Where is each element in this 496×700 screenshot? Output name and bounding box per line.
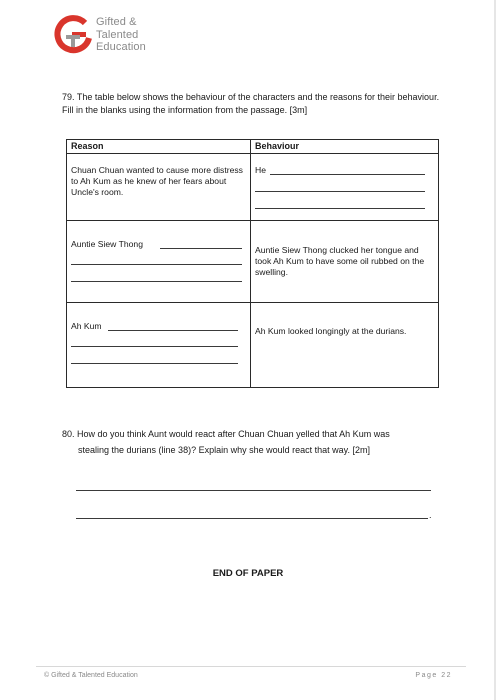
table-column-divider [250,140,251,387]
question-80-line-2: stealing the durians (line 38)? Explain why she would react that way. [2m] [78,445,370,455]
row-3-blank-line[interactable] [71,346,238,347]
table-header-divider [67,153,438,154]
row-1-behaviour: He [255,165,266,175]
footer-page-number: Page 22 [415,672,452,679]
row-1-blank-line[interactable] [255,191,425,192]
logo-line-2: Talented [96,28,139,41]
row-3-behaviour: Ah Kum looked longingly at the durians. [255,326,407,336]
row-3-blank-line[interactable] [108,330,238,331]
row-2-blank-line[interactable] [160,248,242,249]
question-79: 79. The table below shows the behaviour of the characters and the reasons for their behaviour. Fill in the blanks using the information from the passage. [3m] [62,92,440,115]
footer-copyright: © Gifted & Talented Education [44,672,138,679]
table-row-divider [67,302,438,303]
answer-line-2[interactable] [76,518,428,519]
row-3-blank-line[interactable] [71,363,238,364]
behaviour-table [66,139,439,388]
answer-line-1[interactable] [76,490,431,491]
row-2-reason: Auntie Siew Thong [71,239,143,249]
row-2-behaviour: Auntie Siew Thong clucked her tongue and took Ah Kum to have some oil rubbed on the swelling. [255,245,425,277]
question-80-line-1: 80. How do you think Aunt would react after Chuan Chuan yelled that Ah Kum was [62,429,390,439]
row-2-blank-line[interactable] [71,264,242,265]
end-of-paper: END OF PAPER [212,568,284,579]
table-row-divider [67,220,438,221]
row-3-reason: Ah Kum [71,321,102,331]
row-1-blank-line[interactable] [255,208,425,209]
logo-mark-icon [52,14,94,56]
logo-line-1: Gifted & [96,16,137,28]
header-behaviour: Behaviour [255,141,300,151]
row-2-blank-line[interactable] [71,281,242,282]
logo-line-3: Education [96,41,146,53]
footer-divider [36,666,466,667]
logo-text [96,16,146,54]
logo [52,14,172,58]
answer-end-dot: . [429,510,432,520]
header-reason: Reason [71,141,104,151]
row-1-reason: Chuan Chuan wanted to cause more distress to Ah Kum as he knew of her fears about Uncle's room. [71,165,243,197]
row-1-blank-line[interactable] [270,174,425,175]
